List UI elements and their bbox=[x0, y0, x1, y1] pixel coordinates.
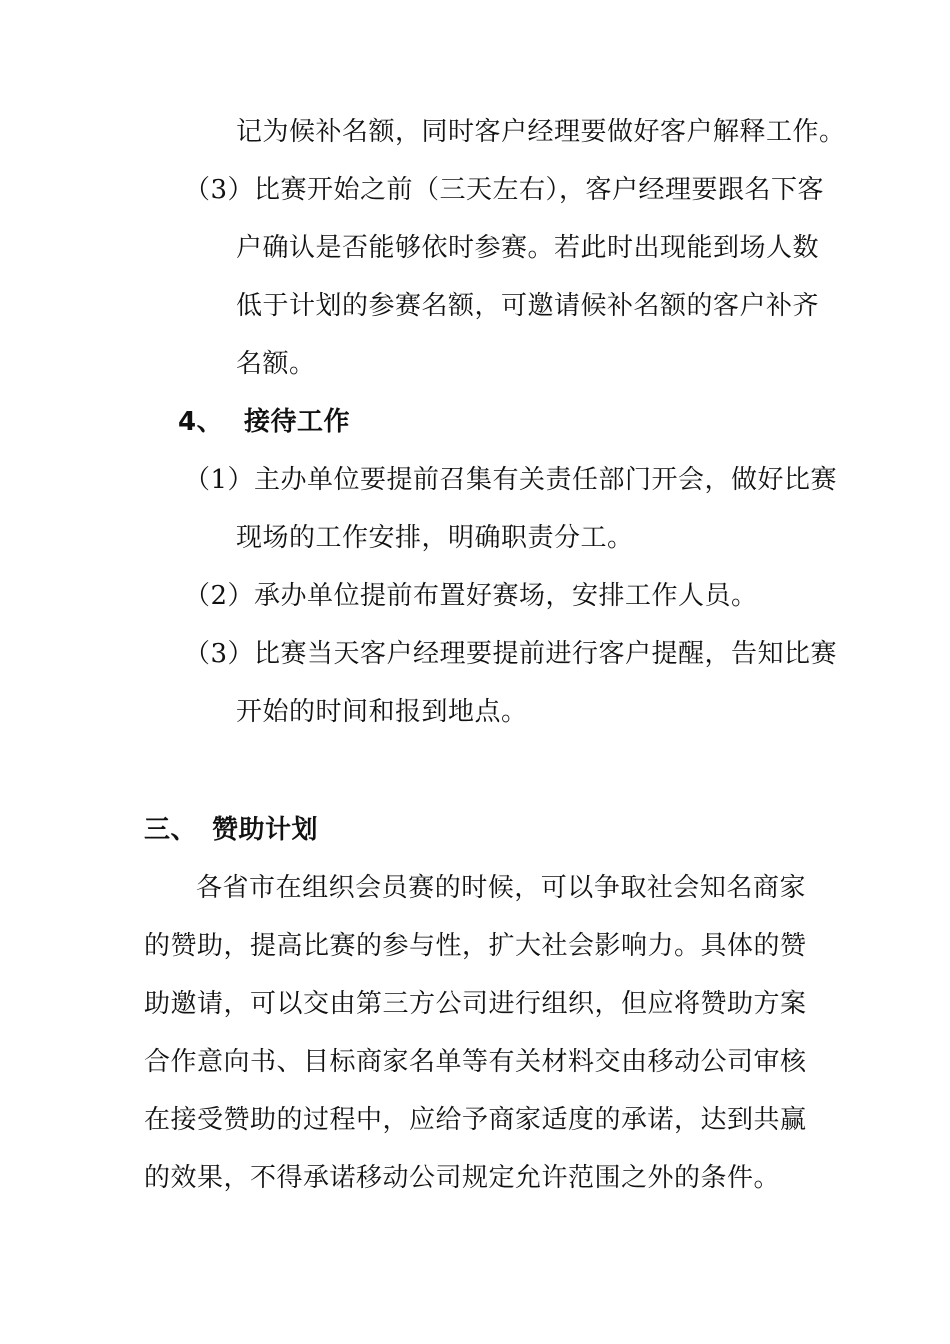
section-number: 4、 bbox=[178, 407, 224, 437]
paragraph-line: 各省市在组织会员赛的时候，可以争取社会知名商家 bbox=[196, 873, 806, 903]
paragraph-line: 助邀请，可以交由第三方公司进行组织，但应将赞助方案 bbox=[144, 989, 807, 1019]
list-item-line: （1）主办单位要提前召集有关责任部门开会，做好比赛 bbox=[184, 465, 838, 495]
text-line: 现场的工作安排，明确职责分工。 bbox=[236, 523, 634, 553]
paragraph-line: 合作意向书、目标商家名单等有关材料交由移动公司审核 bbox=[144, 1047, 807, 1077]
list-item-line: （3）比赛开始之前（三天左右），客户经理要跟名下客 bbox=[184, 175, 825, 205]
paragraph-line: 的效果，不得承诺移动公司规定允许范围之外的条件。 bbox=[144, 1163, 781, 1193]
chapter-title: 赞助计划 bbox=[212, 815, 319, 845]
paragraph-line: 在接受赞助的过程中，应给予商家适度的承诺，达到共赢 bbox=[144, 1105, 807, 1135]
list-item-line: （3）比赛当天客户经理要提前进行客户提醒，告知比赛 bbox=[184, 639, 838, 669]
list-item-line: （2）承办单位提前布置好赛场，安排工作人员。 bbox=[184, 581, 758, 611]
text-line: 记为候补名额，同时客户经理要做好客户解释工作。 bbox=[236, 117, 846, 147]
paragraph-line: 的赞助，提高比赛的参与性，扩大社会影响力。具体的赞 bbox=[144, 931, 807, 961]
section-heading bbox=[178, 406, 351, 438]
text-line: 名额。 bbox=[236, 349, 316, 379]
chapter-number: 三、 bbox=[144, 815, 198, 845]
text-line: 低于计划的参赛名额，可邀请候补名额的客户补齐 bbox=[236, 291, 820, 321]
text-line: 户确认是否能够依时参赛。若此时出现能到场人数 bbox=[236, 233, 820, 263]
chapter-heading bbox=[144, 814, 319, 846]
section-title: 接待工作 bbox=[244, 407, 351, 437]
text-line: 开始的时间和报到地点。 bbox=[236, 697, 528, 727]
